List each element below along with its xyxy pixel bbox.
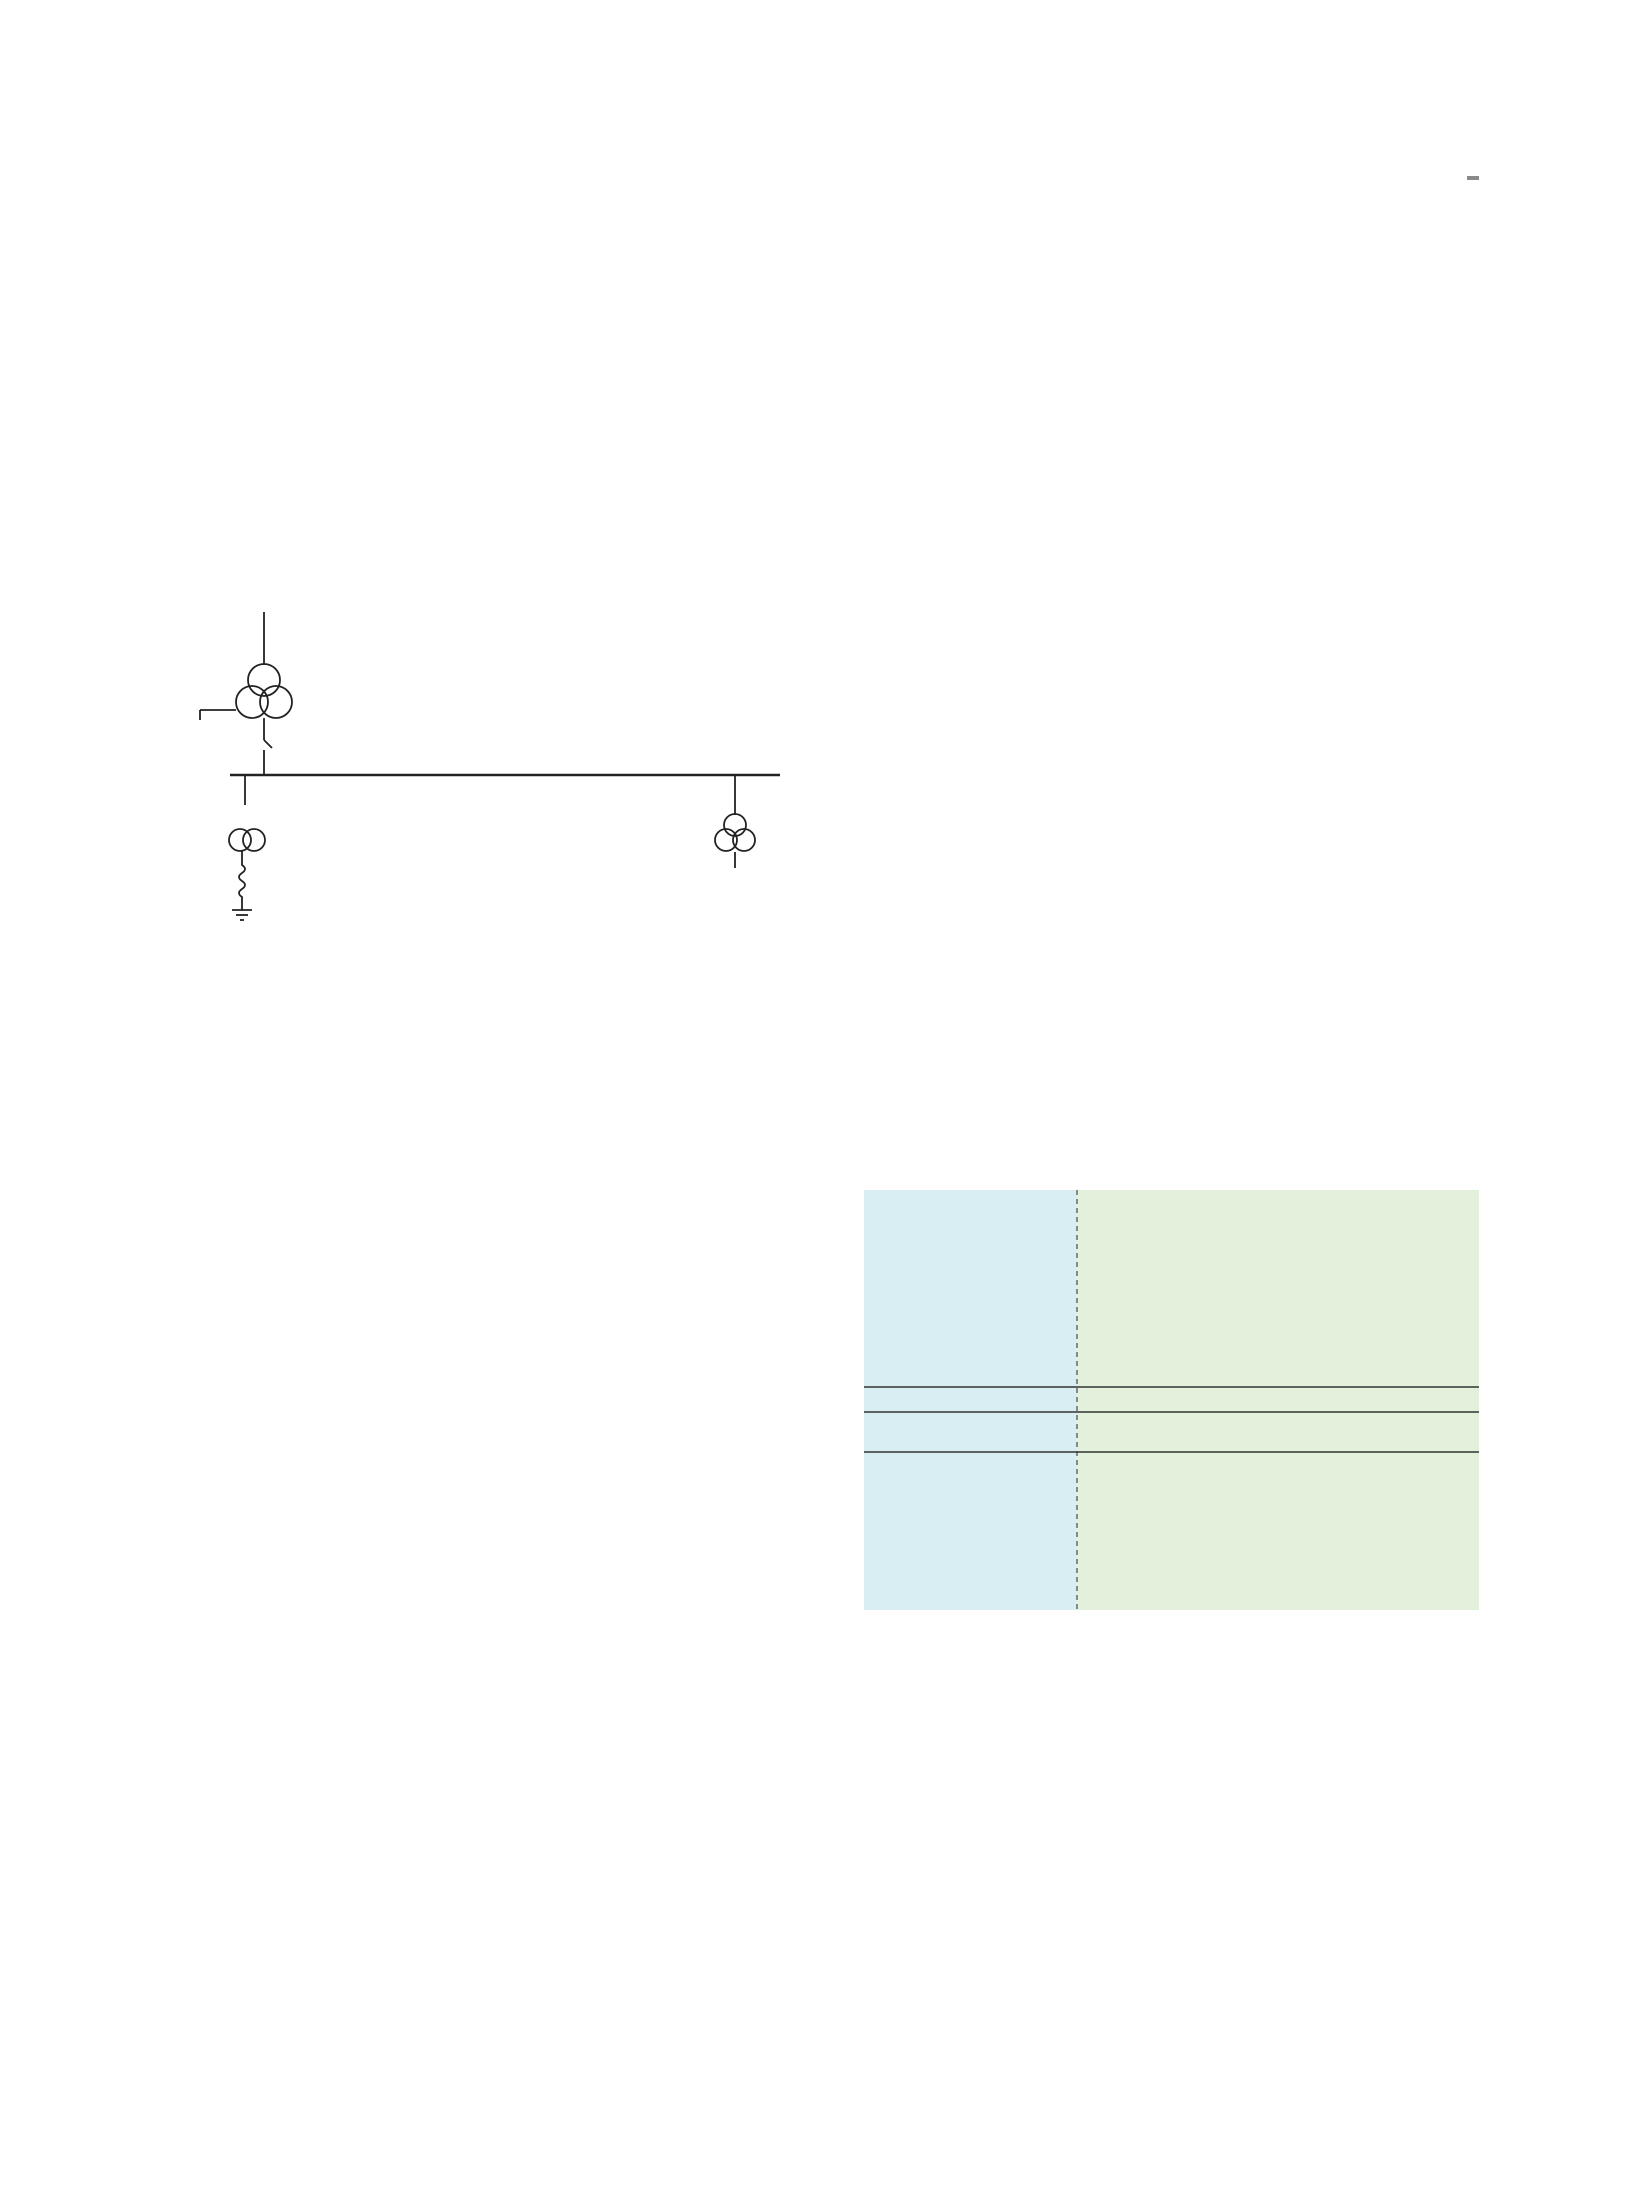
page-footer — [1454, 2117, 1478, 2141]
journal-header — [1467, 165, 1479, 184]
journal-subtitle — [1467, 176, 1479, 180]
figure-2-timeline — [864, 1190, 1479, 1610]
figure-1-diagram — [170, 610, 810, 945]
